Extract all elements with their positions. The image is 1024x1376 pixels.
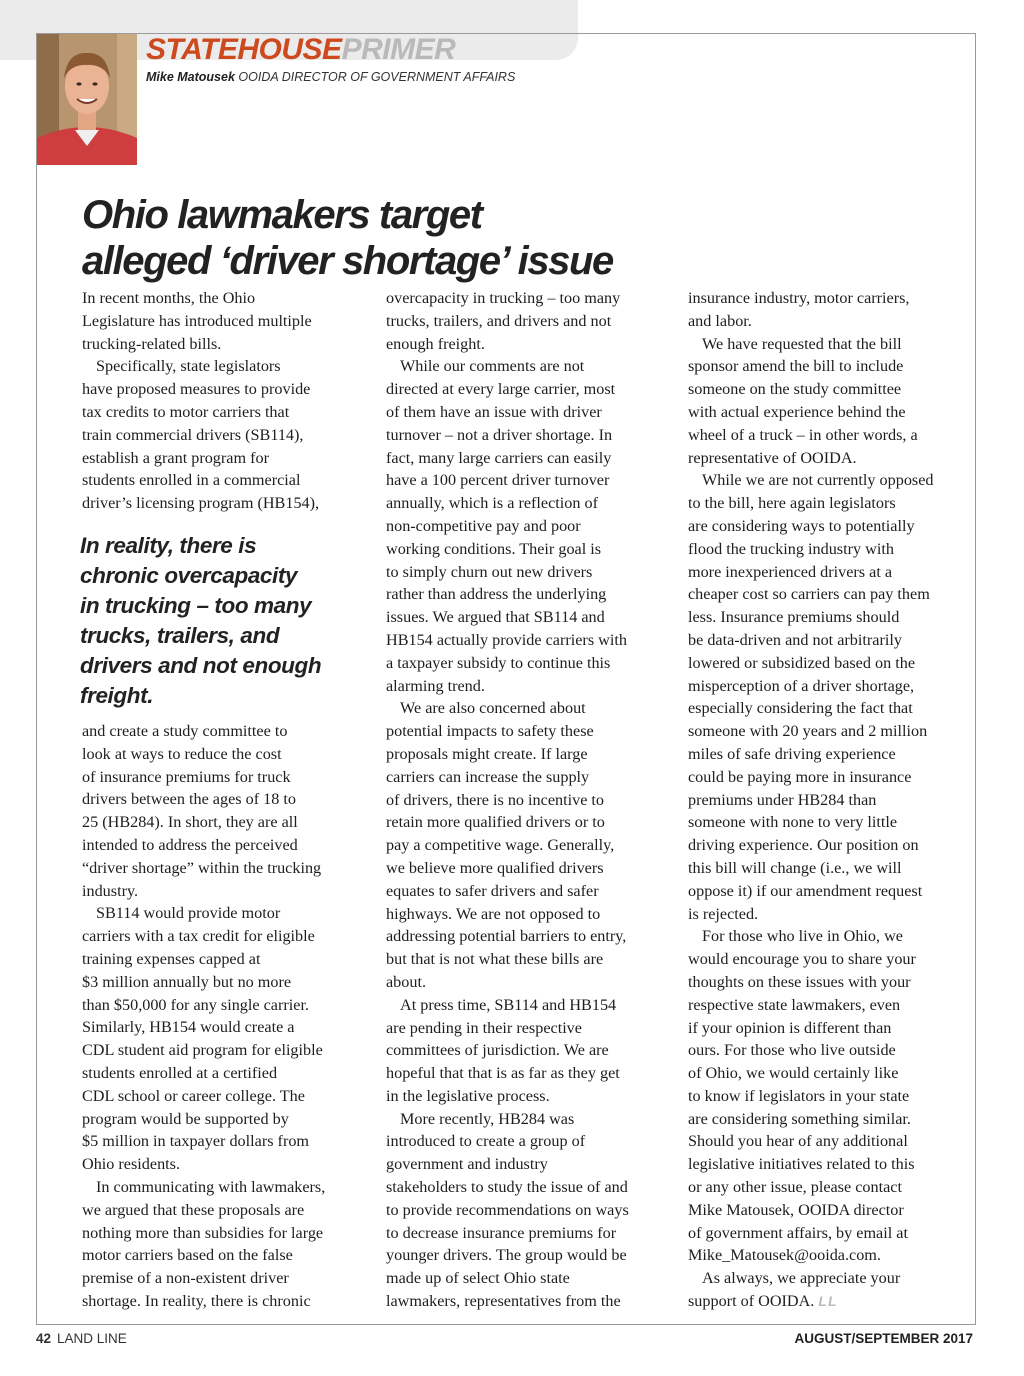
publication-name: LAND LINE [57,1331,127,1346]
text-line: students enrolled in a commercial [82,471,301,490]
paragraph [386,994,670,1108]
pull-quote-line: drivers and not enough [80,653,322,678]
text-line: have a 100 percent driver turnover [386,471,610,490]
text-line: we argued that these proposals are [82,1200,305,1219]
paragraph [386,697,670,993]
text-line: more inexperienced drivers at a [688,562,893,581]
text-line: be data-driven and not arbitrarily [688,630,902,649]
footer-left [36,1331,127,1346]
text-line: 25 (HB284). In short, they are all [82,813,298,832]
text-line: but that is not what these bills are [386,950,604,969]
column-3 [688,287,972,1313]
text-line: carriers can increase the supply [386,767,590,786]
byline [146,70,515,84]
column-1-top [82,287,366,515]
text-line: have proposed measures to provide [82,380,311,399]
text-line: In communicating with lawmakers, [96,1177,326,1196]
text-line: than $50,000 for any single carrier. [82,995,310,1014]
text-line: drivers between the ages of 18 to [82,790,296,809]
text-line: At press time, SB114 and HB154 [400,995,617,1014]
pull-quote-line: trucks, trailers, and [80,623,280,648]
text-line: industry. [82,881,139,900]
text-line: For those who live in Ohio, we [702,927,903,946]
pull-quote-line: in trucking – too many [80,593,312,618]
text-line: of them have an issue with driver [386,402,602,421]
text-line: miles of safe driving experience [688,744,896,763]
text-line: HB154 actually provide carriers with [386,630,627,649]
text-line: SB114 would provide motor [96,904,281,923]
text-line: We are also concerned about [400,699,586,718]
column-2 [386,287,670,1313]
text-line: overcapacity in trucking – too many [386,289,621,307]
text-line: someone with none to very little [688,813,898,832]
paragraph [82,902,366,1176]
text-line: of Ohio, we would certainly like [688,1064,899,1083]
text-line [688,1290,972,1313]
text-line: intended to address the perceived [82,835,298,854]
text-line: carriers with a tax credit for eligible [82,927,315,946]
text-line: pay a competitive wage. Generally, [386,836,615,855]
text-line: potential impacts to safety these [386,722,594,741]
text-line: to the bill, here again legislators [688,494,896,513]
text-line: and create a study committee to [82,722,288,740]
text-line: driving experience. Our position on [688,836,919,855]
paragraph [386,355,670,697]
text-line: in the legislative process. [386,1086,550,1105]
text-line: would encourage you to share your [688,950,916,969]
paragraph [688,469,972,925]
text-line: addressing potential barriers to entry, [386,927,627,946]
text-line: While we are not currently opposed [702,471,934,490]
text-line: or any other issue, please contact [688,1178,902,1197]
text-line: Mike Matousek, OOIDA director [688,1200,904,1219]
pull-quote-line: freight. [80,683,154,708]
paragraph [386,1108,670,1313]
text-line: this bill will change (i.e., we will [688,858,902,877]
section-title-primer: PRIMER [341,33,456,66]
paragraph [82,720,366,902]
text-line: premiums under HB284 than [688,790,877,809]
text-line: CDL student aid program for eligible [82,1041,323,1060]
headline-line: alleged ‘driver shortage’ issue [82,239,613,283]
end-mark-logo: LL [818,1293,838,1310]
text-line: directed at every large carrier, most [386,380,616,399]
text-line: are considering ways to potentially [688,516,915,535]
text-line: of insurance premiums for truck [82,767,291,786]
pull-quote-line: In reality, there is [80,533,257,558]
text-line: More recently, HB284 was [400,1109,575,1128]
text-line: equates to safer drivers and safer [386,881,599,900]
text-line: someone on the study committee [688,380,902,399]
text-line: establish a grant program for [82,448,269,467]
text-line: could be paying more in insurance [688,767,912,786]
text-line: and labor. [688,311,752,330]
text-line: misperception of a driver shortage, [688,676,915,695]
paragraph [688,287,972,333]
text-line: someone with 20 years and 2 million [688,722,928,741]
text-line: In recent months, the Ohio [82,289,256,307]
text-line: hopeful that that is as far as they get [386,1064,620,1083]
text-line: issues. We argued that SB114 and [386,608,605,627]
text-line: respective state lawmakers, even [688,995,901,1014]
text-line: $5 million in taxpayer dollars from [82,1132,310,1151]
text-line: of drivers, there is no incentive to [386,790,605,809]
text-line: alarming trend. [386,676,485,695]
text-line: highways. We are not opposed to [386,904,601,923]
headline-line: Ohio lawmakers target [82,193,482,237]
author-name: Mike Matousek [146,70,235,84]
text-line: We have requested that the bill [702,334,902,353]
text-line: committees of jurisdiction. We are [386,1041,609,1060]
text-line: turnover – not a driver shortage. In [386,425,613,444]
text-line: a taxpayer subsidy to continue this [386,653,611,672]
issue-date: AUGUST/SEPTEMBER 2017 [794,1331,973,1346]
text-line: Specifically, state legislators [96,357,281,376]
pull-quote [80,531,370,711]
text-line: While our comments are not [400,357,585,376]
page-number: 42 [36,1331,52,1346]
paragraph [82,287,366,355]
text-line: especially considering the fact that [688,699,913,718]
text-line: Legislature has introduced multiple [82,311,312,330]
text-line: Should you hear of any additional [688,1132,908,1151]
text-line: training expenses capped at [82,949,261,968]
text-line: with actual experience behind the [688,402,906,421]
paragraph [688,1267,972,1313]
paragraph [688,925,972,1267]
text-line: wheel of a truck – in other words, a [688,425,918,444]
text-line: lawmakers, representatives from the [386,1292,621,1311]
text-line: legislative initiatives related to this [688,1155,915,1174]
text-line: stakeholders to study the issue of and [386,1178,628,1197]
author-photo [37,34,137,165]
text-line: ours. For those who live outside [688,1041,896,1060]
text-line: introduced to create a group of [386,1132,586,1151]
text-line: sponsor amend the bill to include [688,357,904,376]
text-line: made up of select Ohio state [386,1269,570,1288]
text-line: flood the trucking industry with [688,539,894,558]
text-line: rather than address the underlying [386,585,607,604]
text-line: annually, which is a reflection of [386,494,599,513]
text-line: of government affairs, by email at [688,1223,908,1242]
paragraph [82,355,366,515]
text-line: enough freight. [386,334,485,353]
text-line: premise of a non-existent driver [82,1269,289,1288]
text-line: if your opinion is different than [688,1018,892,1037]
text-line: non-competitive pay and poor [386,516,581,535]
text-line: lowered or subsidized based on the [688,653,916,672]
text-line: representative of OOIDA. [688,448,857,467]
text-line: oppose it) if our amendment request [688,881,923,900]
author-title: OOIDA DIRECTOR OF GOVERNMENT AFFAIRS [238,70,516,84]
section-title-statehouse: STATEHOUSE [146,33,342,66]
text-line: $3 million annually but no more [82,972,292,991]
text-line: working conditions. Their goal is [386,539,602,558]
paragraph [386,287,670,355]
text-line: to decrease insurance premiums for [386,1223,617,1242]
text-line: look at ways to reduce the cost [82,744,282,763]
text-line: CDL school or career college. The [82,1086,305,1105]
text-fragment: support of OOIDA. [688,1292,815,1311]
text-line: about. [386,972,427,991]
text-line: to simply churn out new drivers [386,562,593,581]
text-line: driver’s licensing program (HB154), [82,494,320,513]
text-line: younger drivers. The group would be [386,1246,627,1265]
text-line: to know if legislators in your state [688,1086,910,1105]
text-line: less. Insurance premiums should [688,608,900,627]
text-line: is rejected. [688,904,759,923]
text-line: Similarly, HB154 would create a [82,1018,295,1037]
text-line: we believe more qualified drivers [386,858,604,877]
text-line: cheaper cost so carriers can pay them [688,585,930,604]
text-line: As always, we appreciate your [702,1269,901,1288]
text-line: Ohio residents. [82,1155,181,1174]
text-line: are considering something similar. [688,1109,911,1128]
text-line: train commercial drivers (SB114), [82,425,304,444]
paragraph [82,1176,366,1313]
text-line: nothing more than subsidies for large [82,1223,324,1242]
text-line: tax credits to motor carriers that [82,402,290,421]
text-line: trucking-related bills. [82,334,222,353]
text-line: students enrolled at a certified [82,1063,278,1082]
text-line: thoughts on these issues with your [688,972,911,991]
text-line: to provide recommendations on ways [386,1200,629,1219]
section-title [146,33,455,67]
text-line: retain more qualified drivers or to [386,813,605,832]
text-line: government and industry [386,1155,548,1174]
text-line: trucks, trailers, and drivers and not [386,311,612,330]
text-line: insurance industry, motor carriers, [688,289,910,307]
text-line: motor carriers based on the false [82,1246,293,1265]
headline [82,192,702,284]
text-line: Mike_Matousek@ooida.com. [688,1246,881,1265]
column-1-bottom [82,720,366,1313]
text-line: proposals might create. If large [386,744,588,763]
paragraph [688,333,972,470]
text-line: fact, many large carriers can easily [386,448,612,467]
text-line: are pending in their respective [386,1018,582,1037]
text-line: shortage. In reality, there is chronic [82,1291,311,1310]
text-line: “driver shortage” within the trucking [82,858,322,877]
text-line: program would be supported by [82,1109,289,1128]
pull-quote-line: chronic overcapacity [80,563,298,588]
